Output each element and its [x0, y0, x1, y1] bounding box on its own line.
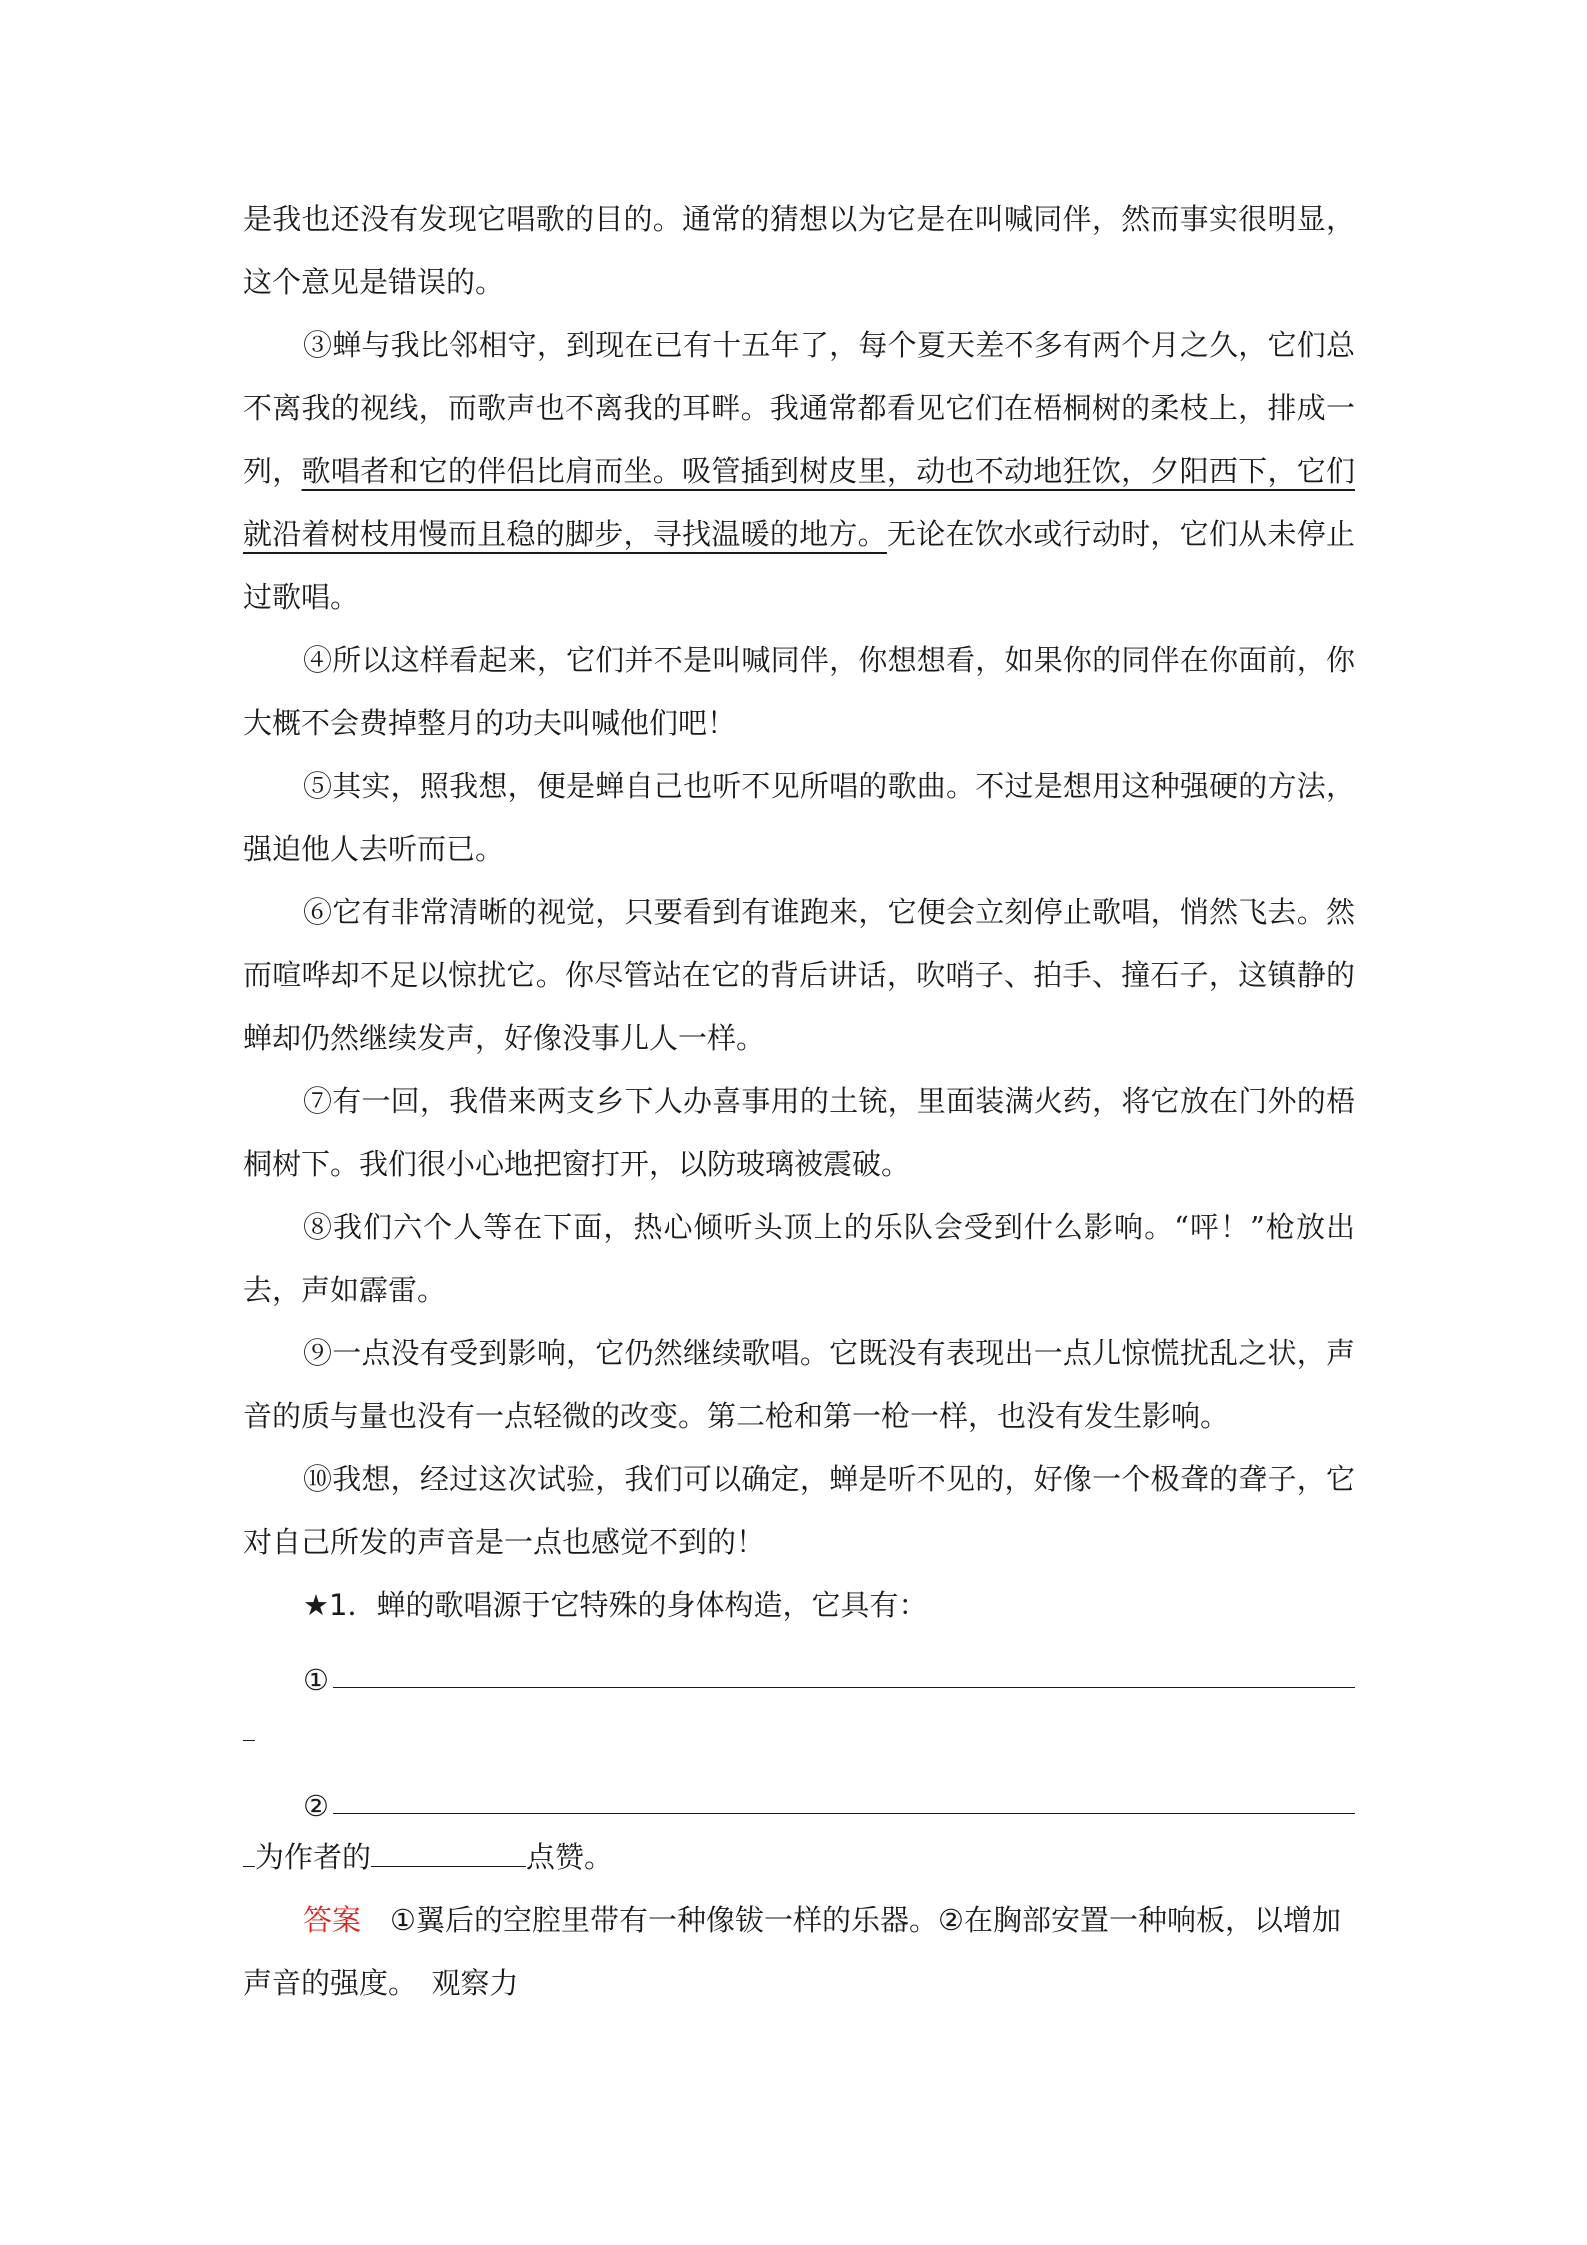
- paragraph-3-start: ③蝉与我比邻相守，到现在已有十五年了，每个夏天差不多有两个月之久，它们总不离我的视线，而歌声也不离我的耳畔。我通常都看见它们在梧桐树的柔枝上，排成一列，: [243, 328, 1355, 488]
- question-tail-a: 为作者的: [255, 1840, 372, 1874]
- paragraph-9: ⑨一点没有受到影响，它仍然继续歌唱。它既没有表现出一点儿惊慌扰乱之状，声音的质与量也没有一点轻微的改变。第二枪和第一枪一样，也没有发生影响。: [243, 1336, 1355, 1433]
- answer-text: ①翼后的空腔里带有一种像钹一样的乐器。②在胸部安置一种响板，以增加声音的强度。 观察力: [243, 1903, 1342, 2000]
- paragraph-3-underlined: 歌唱者和它的伴侣比肩而坐。吸管插到树皮里，动也不动地狂饮，夕阳西下，它们就沿着树枝用慢而且稳的脚步，寻找温暖的地方。: [243, 454, 1355, 551]
- blank-1-overflow: [243, 1700, 1355, 1763]
- answer-label: 答案: [303, 1903, 362, 1937]
- paragraph-6: ⑥它有非常清晰的视觉，只要看到有谁跑来，它便会立刻停止歌唱，悄然飞去。然而喧哗却不足以惊扰它。你尽管站在它的背后讲话，吹哨子、拍手、撞石子，这镇静的蝉却仍然继续发声，好像没事儿人一样。: [243, 895, 1355, 1055]
- question-stem: ★1．蝉的歌唱源于它特殊的身体构造，它具有：: [303, 1588, 928, 1622]
- paragraph-7: ⑦有一回，我借来两支乡下人办喜事用的土铳，里面装满火药，将它放在门外的梧桐树下。我们很小心地把窗打开，以防玻璃被震破。: [243, 1084, 1355, 1181]
- blank-2-rule: [333, 1813, 1355, 1814]
- blank-1-number: ①: [303, 1663, 329, 1697]
- answer-block: [243, 1889, 1355, 2015]
- blank-1-tick: [243, 1720, 255, 1741]
- paragraph-4: ④所以这样看起来，它们并不是叫喊同伴，你想想看，如果你的同伴在你面前，你大概不会费掉整月的功夫叫喊他们吧！: [243, 643, 1355, 740]
- paragraph-10: ⑩我想，经过这次试验，我们可以确定，蝉是听不见的，好像一个极聋的聋子，它对自己所发的声音是一点也感觉不到的！: [243, 1462, 1355, 1559]
- blank-2-number: ②: [303, 1789, 329, 1823]
- paragraph-3: [243, 314, 1355, 629]
- paragraph-continued: 是我也还没有发现它唱歌的目的。通常的猜想以为它是在叫喊同伴，然而事实很明显，这个意见是错误的。: [243, 202, 1355, 299]
- paragraph-8: ⑧我们六个人等在下面，热心倾听头顶上的乐队会受到什么影响。“呯！”枪放出去，声如霹雷。: [243, 1210, 1355, 1307]
- blank-2-tick: [243, 1846, 255, 1867]
- paragraph-3-end: 无论在饮水或行动时，它们从未停止过歌唱。: [243, 517, 1355, 614]
- paragraph-5: ⑤其实，照我想，便是蝉自己也听不见所唱的歌曲。不过是想用这种强硬的方法，强迫他人去听而已。: [243, 769, 1355, 866]
- document-page: [243, 188, 1355, 2015]
- question-tail: [243, 1826, 1355, 1889]
- answer-blank-2: [243, 1763, 1355, 1826]
- blank-1-rule: [333, 1687, 1355, 1688]
- fill-blank: [371, 1838, 526, 1867]
- answer-blank-1: [243, 1637, 1355, 1700]
- question-tail-b: 点赞。: [526, 1840, 614, 1874]
